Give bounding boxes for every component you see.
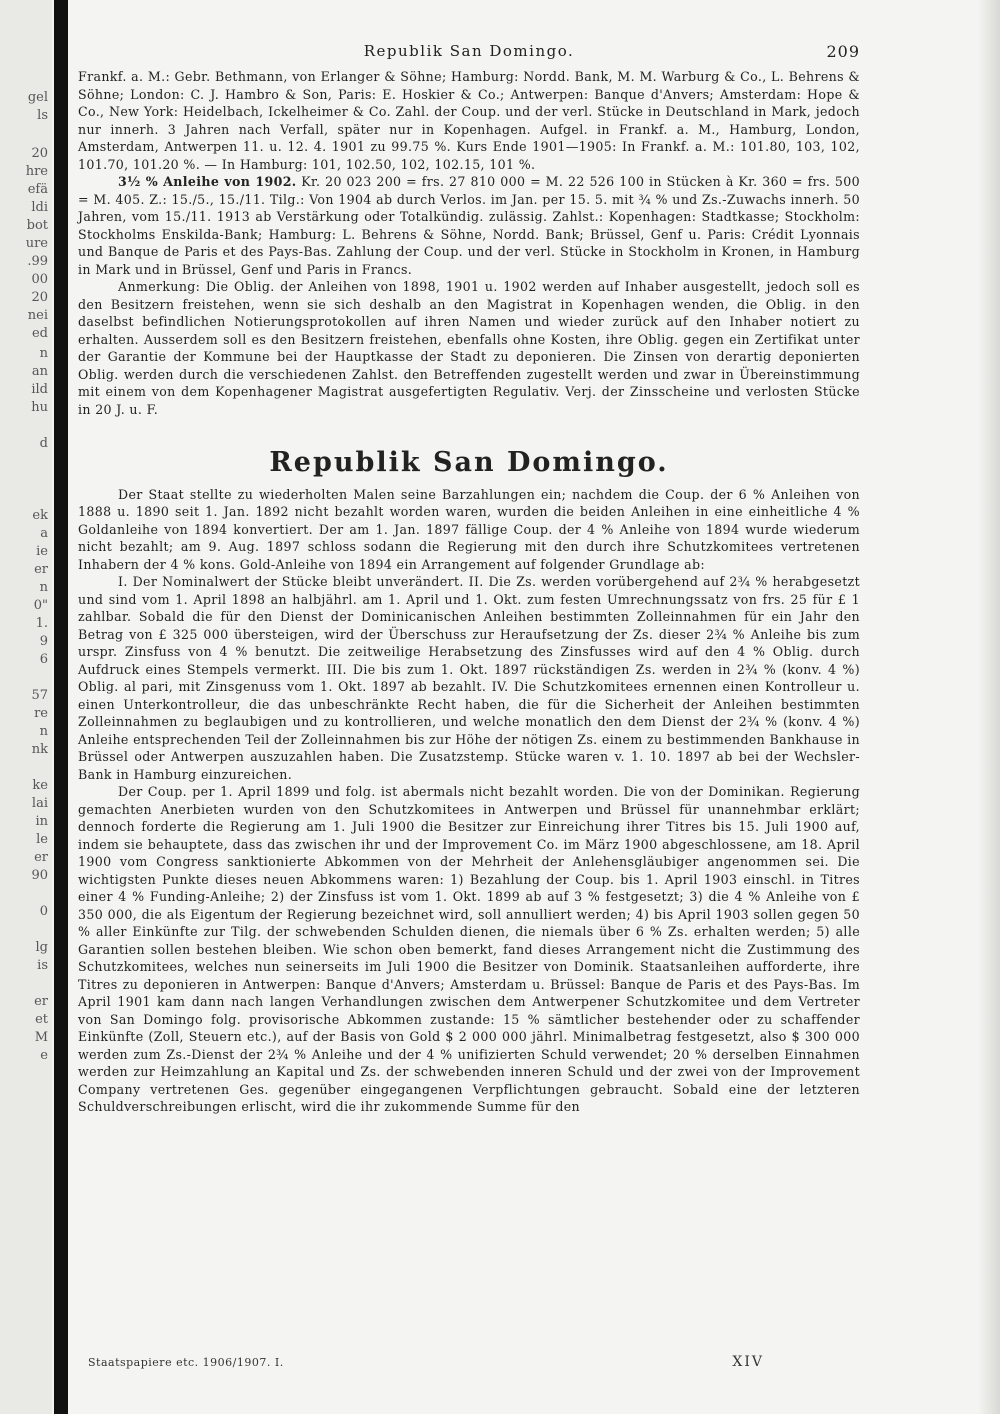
running-head [78, 36, 860, 68]
body-text [78, 68, 860, 1116]
page [78, 36, 860, 1116]
footer [88, 1354, 860, 1374]
loan-heading: 3½ % Anleihe von 1902. [118, 174, 297, 189]
binding-gutter [54, 0, 68, 1414]
paragraph [78, 173, 860, 278]
section-title: Republik San Domingo. [269, 447, 669, 478]
paragraph: Der Coup. per 1. April 1899 und folg. ist abermals nicht bezahlt worden. Die von der Dominikan. Regierung gemachten Anerbieten wurden von den Schutzkomitees in Antwerpen und Brüssel für unannehmbar erklärt; dennoch forderte die Regierung am 1. Juli 1900 die Besitzer zur Einreichung ihrer Titres bis 15. Juli 1900 auf, indem sie behauptete, dass das zwischen ihr und der Improvement Co. im März 1900 abgeschlossene, am 18. April 1900 vom Congress sanktionierte Abkommen von der Mehrheit der Anlehensgläubiger angenommen sei. Die wichtigsten Punkte dieses neuen Abkommens waren: 1) Bezahlung der Coup. bis 1. April 1903 einschl. in Titres einer 4 % Funding-Anleihe; 2) der Zinsfuss ist vom 1. Okt. 1899 ab auf 3 % festgesetzt; 3) die 4 % Anleihe von £ 350 000, die als Eigentum der Regierung bezeichnet wird, soll annulliert werden; 4) bis April 1903 sollen gegen 50 % aller Einkünfte zur Tilg. der schwebenden Schulden dienen, die niemals über 6 % Zs. erhalten werden; 5) alle Garantien sollen bestehen bleiben. Wie schon oben bemerkt, fand dieses Arrangement nicht die Zustimmung des Schutzkomitees, welches nun seinerseits im Juli 1900 die Besitzer von Dominik. Staatsanleihen aufforderte, ihre Titres zu deponieren in Antwerpen: Banque d'Anvers; Amsterdam u. Brüssel: Banque de Paris et des Pays-Bas. Im April 1901 kam dann nach langen Verhandlungen zwischen dem Antwerpener Schutzkomitee und dem Vertreter von San Domingo folg. provisorische Abkommen zustande: 15 % sämtlicher bestehender oder zu schaffender Einkünfte (Zoll, Steuern etc.), auf der Basis von Gold $ 2 000 000 jährl. Minimalbetrag festgesetzt, also $ 300 000 werden zum Zs.-Dienst der 2¾ % Anleihe und der 4 % unifizierten Schuld verwendet; 20 % derselben Einnahmen werden zur Heimzahlung an Kapital und Zs. der schwebenden inneren Schuld und der zwei von der Improvement Company vertretenen Ges. gegenüber eingegangenen Verpflichtungen gebraucht. Sobald eine der letzteren Schuldverschreibungen erlischt, wird die ihr zukommende Summe für den [78, 784, 860, 1114]
paragraph: I. Der Nominalwert der Stücke bleibt unverändert. II. Die Zs. werden vorübergehend auf 2¾ % herabgesetzt und sind vom 1. April 1898 an halbjährl. am 1. April und 1. Okt. zum festen Umrechnungssatz von frs. 25 für £ 1 zahlbar. Sobald die für den Dienst der Dominicanischen Anleihen bestimmten Zolleinnahmen für ein Jahr den Betrag von £ 325 000 übersteigen, wird der Überschuss zur Heraufsetzung der Zs. dieser 2¾ % Anleihe bis zum urspr. Zinsfuss von 4 % benutzt. Die zeitweilige Herabsetzung des Zinsfusses wird auf den 4 % Oblig. durch Aufdruck eines Stempels vermerkt. III. Die bis zum 1. Okt. 1897 rückständigen Zs. werden in 2¾ % (konv. 4 %) Oblig. al pari, mit Zinsgenuss vom 1. Okt. 1897 ab bezahlt. IV. Die Schutzkomitees ernennen einen Kontrolleur u. einen Unterkontrolleur, die das unbeschränkte Recht haben, die für die Sicherheit der Anleihen bestimmten Zolleinnahmen zu beglaubigen und zu kontrollieren, und welche monatlich den dem Dienst der 2¾ % (konv. 4 %) Anleihe entsprechenden Teil der Zolleinnahmen bis zur Höhe der nötigen Zs. einem zu bestimmenden Bankhause in Brüssel oder Antwerpen auszuzahlen haben. Die Zusatzstemp. Stücke waren v. 1. 10. 1897 ab bei der Wechsler-Bank in Hamburg einzureichen. [78, 574, 860, 782]
footer-source: Staatspapiere etc. 1906/1907. I. [88, 1356, 284, 1369]
paragraph: Der Staat stellte zu wiederholten Malen seine Barzahlungen ein; nachdem die Coup. der 6 % Anleihen von 1888 u. 1890 seit 1. Jan. 1892 nicht bezahlt worden waren, wurden die beiden Anleihen in eine einheitliche 4 % Goldanleihe von 1894 konvertiert. Der am 1. Jan. 1897 fällige Coup. der 4 % Anleihe von 1894 wurde wiederum nicht bezahlt; am 9. Aug. 1897 schloss sodann die Regierung mit den durch ihre Schutzkomitees vertretenen Inhabern der 4 % kons. Gold-Anleihe von 1894 ein Arrangement auf folgender Grundlage ab: [78, 486, 860, 572]
running-title: Republik San Domingo. [363, 42, 575, 60]
page-number: 209 [826, 42, 860, 61]
loan-details: Kr. 20 023 200 = frs. 27 810 000 = M. 22 526 100 in Stücken à Kr. 360 = frs. 500 = M. 405. Z.: 15./5., 15./11. Tilg.: Von 1904 ab durch Verlos. im Jan. per 15. 5. mit ¾ % und Zs.-Zuwachs innerh. 50 Jahren, vom 15./11. 1913 ab Verstärkung oder Totalkündig. zulässig. Zahlst.: Kopenhagen: Stadtkasse; Stockholm: Stockholms Enskilda-Bank; Hamburg: L. Behrens & Söhne, Nordd. Bank; Brüssel, Genf u. Paris: Crédit Lyonnais und Banque de Paris et des Pays-Bas. Zahlung der Coup. und der verl. Stücke in Stockholm in Kronen, in Hamburg in Mark und in Brüssel, Genf und Paris in Francs. [78, 174, 860, 277]
signature-mark: XIV [732, 1354, 764, 1370]
previous-page-edge: gel ls 20 hre efä ldi bot ure .99 00 20 nei ed n an ild hu d ek a ie er n 0" 1. 9 6 57 re n nk ke lai in le er 90 0 lg is er et M e [0, 0, 52, 1414]
paragraph: Anmerkung: Die Oblig. der Anleihen von 1898, 1901 u. 1902 werden auf Inhaber ausgestellt, jedoch soll es den Besitzern freistehen, wenn sie sich deshalb an den Magistrat in Kopenhagen wenden, die Oblig. in den daselbst befindlichen Notierungsprotokollen auf ihren Namen und wieder zurück auf den Inhaber notiert zu erhalten. Ausserdem soll es den Besitzern freistehen, ebenfalls ohne Kosten, ihre Oblig. gegen ein Zertifikat unter der Garantie der Kommune bei der Hauptkasse der Stadt zu deponieren. Die Zinsen von derartig deponierten Oblig. werden durch die verschiedenen Zahlst. den Betreffenden zugestellt werden und zwar in Übereinstimmung mit einem von dem Kopenhagener Magistrat ausgefertigten Regulativ. Verj. der Zinsscheine und verlosten Stücke in 20 J. u. F. [78, 279, 860, 417]
page-edge-shadow [978, 0, 1000, 1414]
paragraph: Frankf. a. M.: Gebr. Bethmann, von Erlanger & Söhne; Hamburg: Nordd. Bank, M. M. Warburg & Co., L. Behrens & Söhne; London: C. J. Hambro & Son, Paris: E. Hoskier & Co.; Antwerpen: Banque d'Anvers; Amsterdam: Hope & Co., New York: Heidelbach, Ickelheimer & Co. Zahl. der Coup. und der verl. Stücke in Deutschland in Mark, jedoch nur innerh. 3 Jahren nach Verfall, später nur in Kopenhagen. Aufgel. in Frankf. a. M., Hamburg, London, Amsterdam, Antwerpen 11. u. 12. 4. 1901 zu 99.75 %. Kurs Ende 1901—1905: In Frankf. a. M.: 101.80, 103, 102, 101.70, 101.20 %. — In Hamburg: 101, 102.50, 102, 102.15, 101 %. [78, 69, 860, 172]
